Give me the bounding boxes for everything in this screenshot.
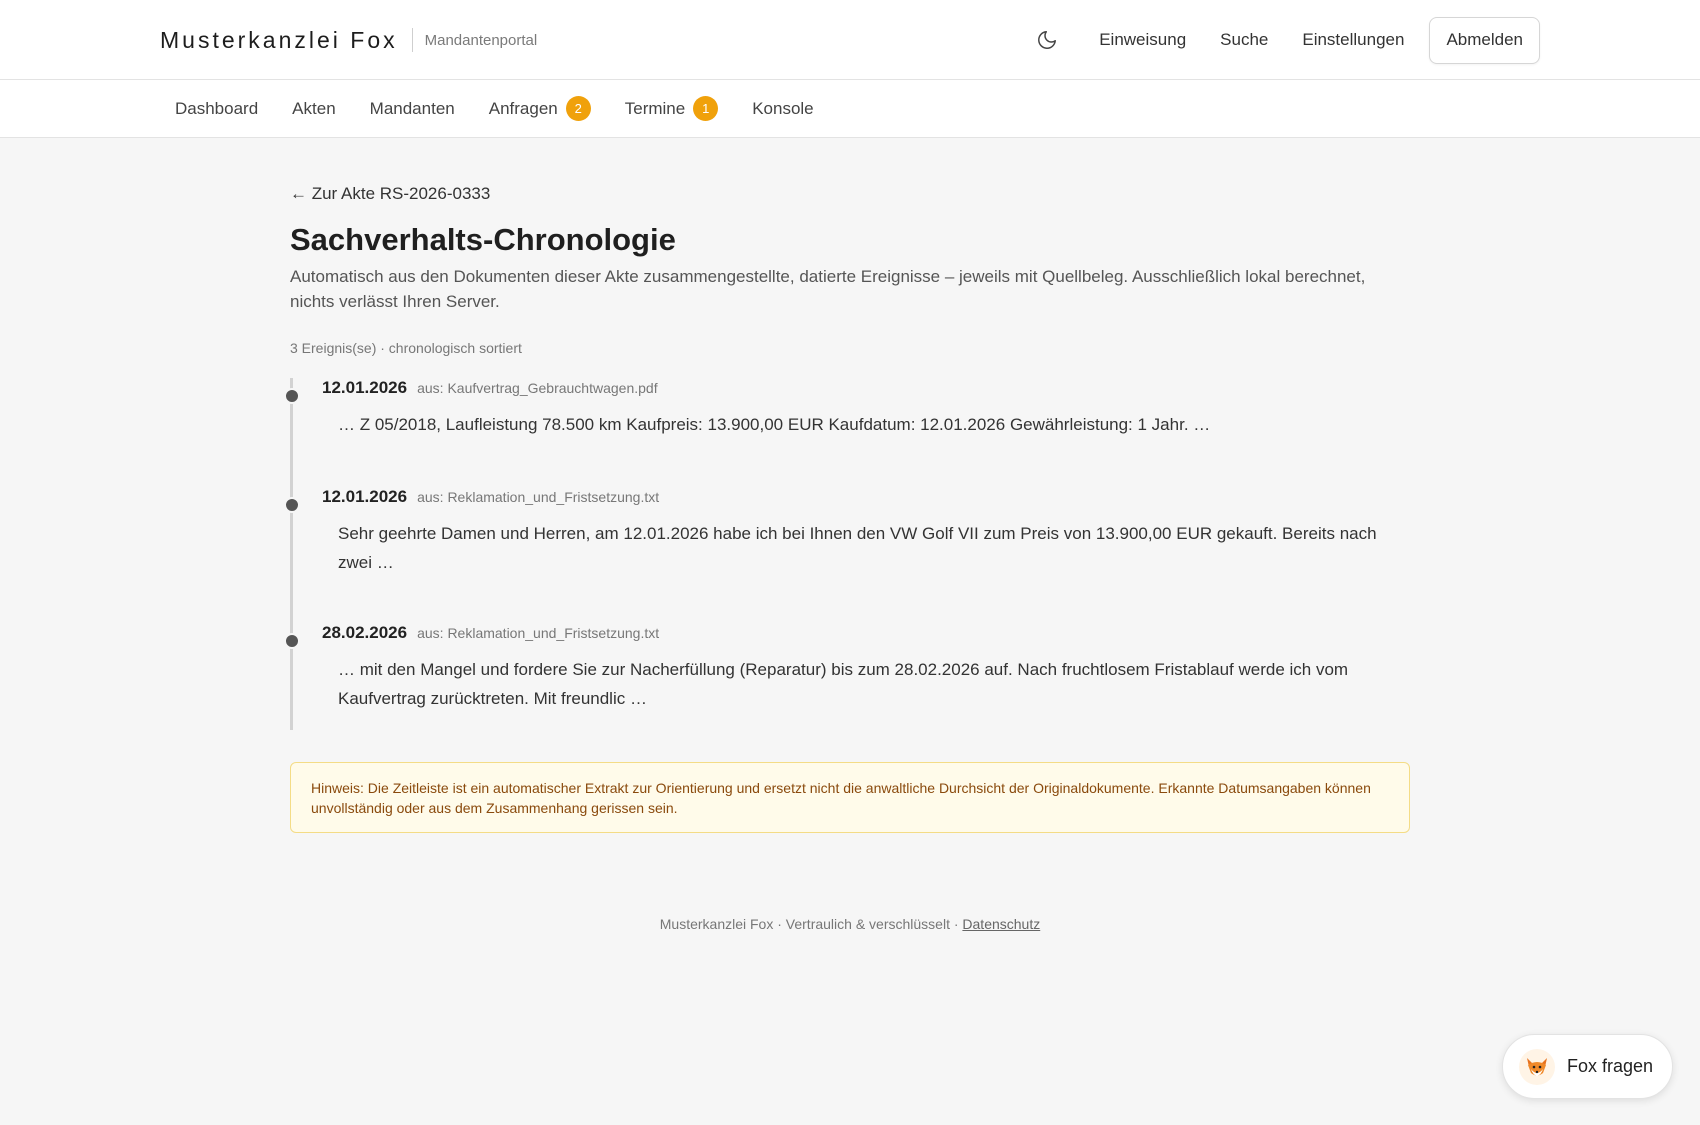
tab-anfragen[interactable] [489, 96, 591, 121]
event-date: 28.02.2026 [322, 623, 408, 642]
logout-button[interactable]: Abmelden [1429, 17, 1540, 64]
event-header [322, 623, 659, 643]
nav-link-einweisung[interactable]: Einweisung [1099, 30, 1187, 49]
event-excerpt: Sehr geehrte Damen und Herren, am 12.01.2026 habe ich bei Ihnen den VW Golf VII zum Preis von 13.900,00 EUR gekauft. Bereits nach zwei … [338, 524, 1377, 572]
tab-label: Konsole [752, 98, 814, 118]
fox-avatar [1519, 1049, 1555, 1085]
tab-label: Mandanten [369, 98, 455, 118]
tab-label: Dashboard [175, 98, 259, 118]
disclaimer-notice: Hinweis: Die Zeitleiste ist ein automatischer Extrakt zur Orientierung und ersetzt nicht die anwaltliche Durchsicht der Originaldokumente. Erkannte Datumsangaben können unvollständig oder aus dem Zusammenhang gerissen sein. [290, 762, 1410, 833]
nav-link-suche[interactable]: Suche [1220, 30, 1269, 49]
top-header [0, 0, 1700, 80]
event-excerpt: … mit den Mangel und fordere Sie zur Nacherfüllung (Reparatur) bis zum 28.02.2026 auf. Nach fruchtlosem Fristablauf werde ich vom Kaufvertrag zurücktreten. Mit freundlic … [338, 660, 1349, 708]
tab-dashboard[interactable] [175, 99, 258, 119]
event-header [322, 487, 659, 507]
tab-label: Anfragen [488, 98, 558, 118]
brand-subtitle: Mandantenportal [424, 31, 538, 49]
timeline-line [290, 378, 293, 730]
brand [160, 0, 537, 80]
event-source[interactable]: aus: Kaufvertrag_Gebrauchtwagen.pdf [417, 380, 658, 396]
ask-fox-button[interactable] [1502, 1034, 1673, 1099]
timeline-dot [284, 497, 300, 513]
tab-termine[interactable] [625, 96, 718, 121]
tab-label: Akten [292, 98, 336, 118]
timeline [290, 378, 1410, 730]
tab-mandanten[interactable] [370, 99, 455, 119]
tab-akten[interactable] [292, 99, 335, 119]
ask-fox-label: Fox fragen [1567, 1056, 1654, 1076]
top-nav [1032, 0, 1540, 80]
footer [0, 916, 1700, 932]
nav-link-einstellungen[interactable]: Einstellungen [1302, 30, 1405, 49]
event-date: 12.01.2026 [322, 378, 408, 397]
event-count: 3 Ereignis(se) · chronologisch sortiert [290, 340, 522, 356]
timeline-dot [284, 388, 300, 404]
privacy-link[interactable]: Datenschutz [962, 916, 1041, 932]
page-title: Sachverhalts-Chronologie [290, 222, 676, 257]
brand-name[interactable]: Musterkanzlei Fox [160, 26, 398, 53]
footer-text: Musterkanzlei Fox · Vertraulich & verschlüsselt · [659, 916, 963, 932]
back-to-file-link[interactable]: ← Zur Akte RS-2026-0333 [290, 184, 491, 203]
event-excerpt: … Z 05/2018, Laufleistung 78.500 km Kaufpreis: 13.900,00 EUR Kaufdatum: 12.01.2026 Gewährleistung: 1 Jahr. … [338, 415, 1211, 434]
event-date: 12.01.2026 [322, 487, 408, 506]
tab-konsole[interactable] [752, 99, 813, 119]
fox-icon [1523, 1053, 1551, 1081]
timeline-dot [284, 633, 300, 649]
event-source[interactable]: aus: Reklamation_und_Fristsetzung.txt [417, 489, 660, 505]
brand-divider [412, 28, 413, 52]
tab-label: Termine [624, 98, 686, 118]
sub-nav [0, 80, 1700, 138]
moon-icon [1036, 29, 1058, 51]
page-description: Automatisch aus den Dokumenten dieser Akte zusammengestellte, datierte Ereignisse – jeweils mit Quellbeleg. Ausschließlich lokal berechnet, nichts verlässt Ihren Server. [290, 267, 1366, 311]
theme-toggle-button[interactable] [1032, 25, 1062, 55]
count-badge: 1 [693, 96, 718, 121]
event-header [322, 378, 658, 398]
event-source[interactable]: aus: Reklamation_und_Fristsetzung.txt [417, 625, 660, 641]
count-badge: 2 [566, 96, 591, 121]
